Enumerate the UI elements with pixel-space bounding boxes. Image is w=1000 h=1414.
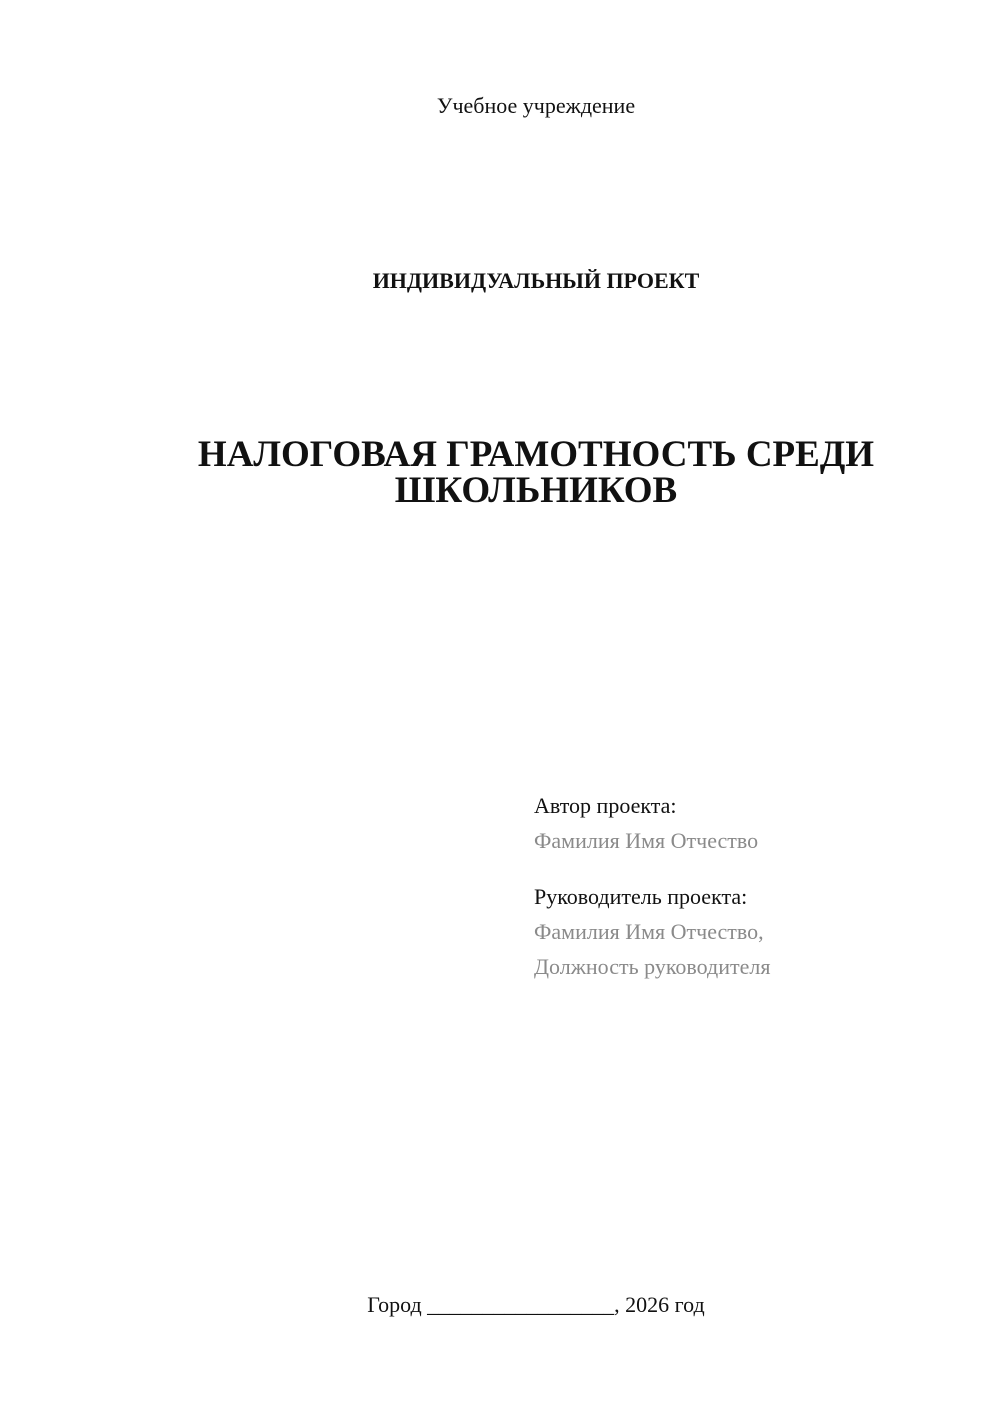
supervisor-group [534, 879, 974, 984]
supervisor-name: Фамилия Имя Отчество, [534, 919, 764, 944]
project-type-heading: ИНДИВИДУАЛЬНЫЙ ПРОЕКТ [372, 268, 700, 293]
project-title-line-1: НАЛОГОВАЯ ГРАМОТНОСТЬ СРЕДИ [197, 434, 875, 475]
city-year-footer: Город _________________, 2026 год [367, 1292, 705, 1317]
institution-name: Учебное учреждение [436, 93, 636, 118]
project-title [0, 434, 1000, 511]
project-title-line-2: ШКОЛЬНИКОВ [394, 470, 678, 511]
author-group [534, 788, 974, 858]
author-name: Фамилия Имя Отчество [534, 828, 759, 853]
author-label: Автор проекта: [534, 793, 677, 818]
project-info-block [534, 788, 974, 984]
supervisor-position: Должность руководителя [534, 954, 771, 979]
supervisor-label: Руководитель проекта: [534, 884, 748, 909]
